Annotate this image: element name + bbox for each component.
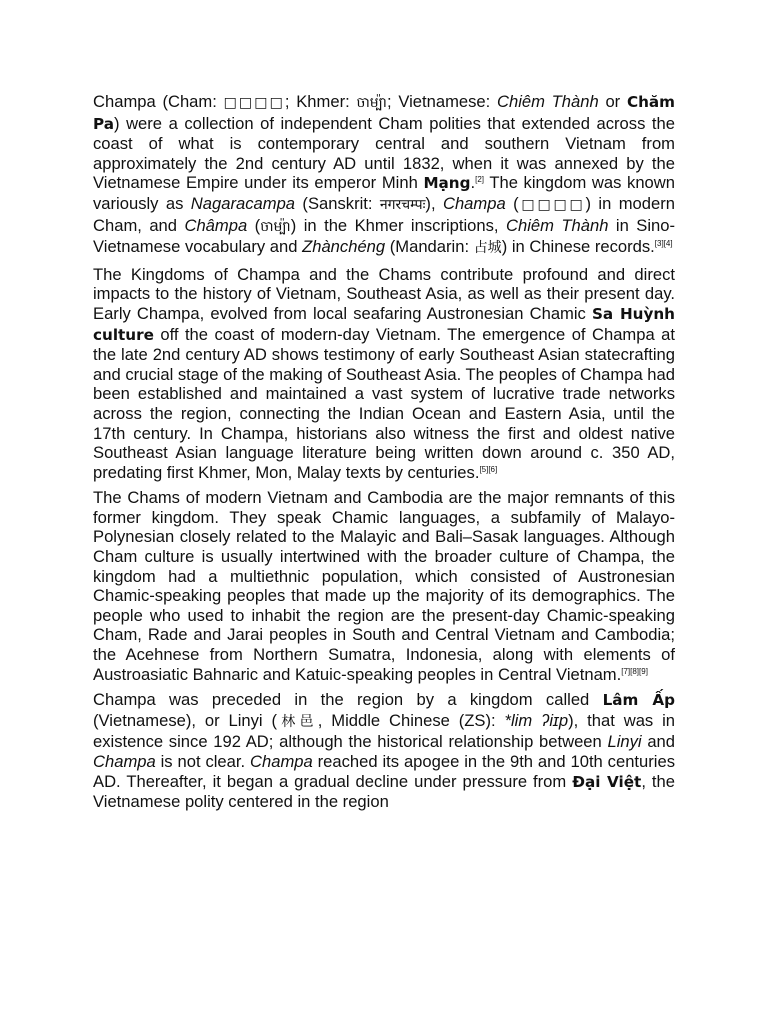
text-segment: (Mandarin:: [385, 237, 474, 257]
text-segment: (Sanskrit:: [295, 193, 380, 213]
text-segment: The Kingdoms of Champa and the Chams contribute profound and direct impacts to the history of Vietnam, Southeast Asia, as well as their present day. Early Champa, evolved from local seafaring Austronesian Chamic: [93, 264, 675, 323]
text-segment: reached its apogee in the 9th and 10th centuries AD. Thereafter, it began a gradual decline under pressure from: [93, 752, 675, 791]
text-segment: in Sino-Vietnamese vocabulary and: [93, 215, 676, 257]
text-segment[interactable]: Đại Việt: [572, 772, 642, 791]
text-segment[interactable]: Lâm Ấp: [602, 691, 676, 710]
text-segment: ) in modern Cham, and: [93, 193, 675, 235]
citation-ref[interactable]: [2]: [475, 175, 485, 185]
text-segment: .: [470, 173, 476, 193]
text-segment: (Vietnamese), or Linyi (: [93, 710, 278, 730]
text-segment: Champa: [250, 752, 313, 771]
text-segment: Châmpa: [184, 215, 248, 235]
text-segment: (: [247, 215, 261, 235]
text-segment: , Middle Chinese (ZS):: [317, 710, 505, 730]
document-page: [93, 92, 675, 818]
text-segment: 林邑: [277, 713, 318, 730]
text-segment: Zhànchéng: [302, 237, 386, 257]
text-segment: 占城: [473, 240, 502, 257]
text-segment: ; Khmer:: [284, 92, 357, 111]
text-segment: The Chams of modern Vietnam and Cambodia are the major remnants of this former kingdom. They speak Chamic languages, a subfamily of Malayo-Polynesian closely related to the Malayic and Bali–Sasak languages. Although Cham culture is usually intertwined with the broader culture of Champa, the kingdom had a multiethnic population, which consisted of Austronesian Chamic-speaking peoples that made up the majority of its demographics. The people who used to inhabit the region are the present-day Chamic-speaking Cham, Rade and Jarai peoples in South and Central Vietnam and Cambodia; the Acehnese from Northern Sumatra, Indonesia, along with elements of Austroasiatic Bahnaric and Katuic-speaking peoples in Central Vietnam.: [93, 488, 675, 684]
paragraph-intro: [93, 92, 675, 259]
text-segment: ) in the Khmer inscriptions,: [290, 215, 506, 235]
text-segment: Chiêm Thành: [497, 92, 599, 111]
text-segment: (: [505, 193, 519, 213]
paragraph-lam-ap: [93, 690, 675, 812]
text-segment: ចាម្ប៉ា: [260, 218, 291, 235]
text-segment[interactable]: Mạng: [423, 174, 471, 193]
text-segment: ), that was in existence since 192 AD; although the historical relationship between: [93, 710, 675, 752]
text-segment: , the Vietnamese polity centered in the region: [93, 771, 675, 812]
text-segment: Nagaracampa: [190, 193, 296, 213]
paragraph-chams: [93, 488, 675, 684]
text-segment: नगरचम्पः: [379, 196, 426, 213]
text-segment: *lim ʔiɪp: [504, 710, 569, 730]
text-segment: ) were a collection of independent Cham polities that extended across the coast of what is contemporary central and southern Vietnam from approximately the 2nd century AD until 1832, when it was annexed by the Vietnamese Empire under its emperor Minh: [93, 113, 675, 193]
text-segment: off the coast of modern-day Vietnam. The emergence of Champa at the late 2nd century AD shows testimony of early Southeast Asian statecrafting and crucial stage of the making of Southeast Asia. The peoples of Champa had been established and maintained a vast system of lucrative trade networks across the region, connecting the Indian Ocean and Eastern Asia, until the 17th century. In Champa, historians also witness the first and oldest native Southeast Asian language literature being written down around c. 350 AD, predating first Khmer, Mon, Malay texts by centuries.: [93, 324, 675, 482]
text-segment: ; Vietnamese:: [387, 92, 497, 111]
text-segment: is not clear.: [155, 752, 250, 771]
text-segment: or: [598, 92, 627, 111]
text-segment: Champa: [442, 193, 506, 213]
citation-ref[interactable]: [5][6]: [479, 464, 498, 474]
text-segment[interactable]: Sa Huỳnh culture: [93, 304, 675, 344]
text-segment[interactable]: Chăm Pa: [93, 93, 675, 133]
text-segment: The kingdom was known variously as: [93, 173, 676, 213]
text-segment: □□□□: [223, 95, 285, 111]
text-segment: and: [641, 732, 676, 752]
text-segment: Champa: [93, 752, 156, 771]
citation-ref[interactable]: [7][8][9]: [621, 666, 648, 676]
citation-ref[interactable]: [3][4]: [654, 239, 673, 249]
paragraph-kingdoms: [93, 265, 675, 483]
text-segment: ) in Chinese records.: [501, 237, 655, 257]
text-segment: ចាម្ប៉ា: [356, 95, 387, 111]
text-segment: Chiêm Thành: [506, 215, 609, 235]
text-segment: Champa (Cham:: [93, 92, 224, 111]
text-segment: Champa was preceded in the region by a kingdom called: [93, 690, 603, 710]
text-segment: Linyi: [607, 732, 642, 752]
text-segment: ),: [425, 193, 443, 213]
text-segment: □□□□: [518, 196, 586, 213]
